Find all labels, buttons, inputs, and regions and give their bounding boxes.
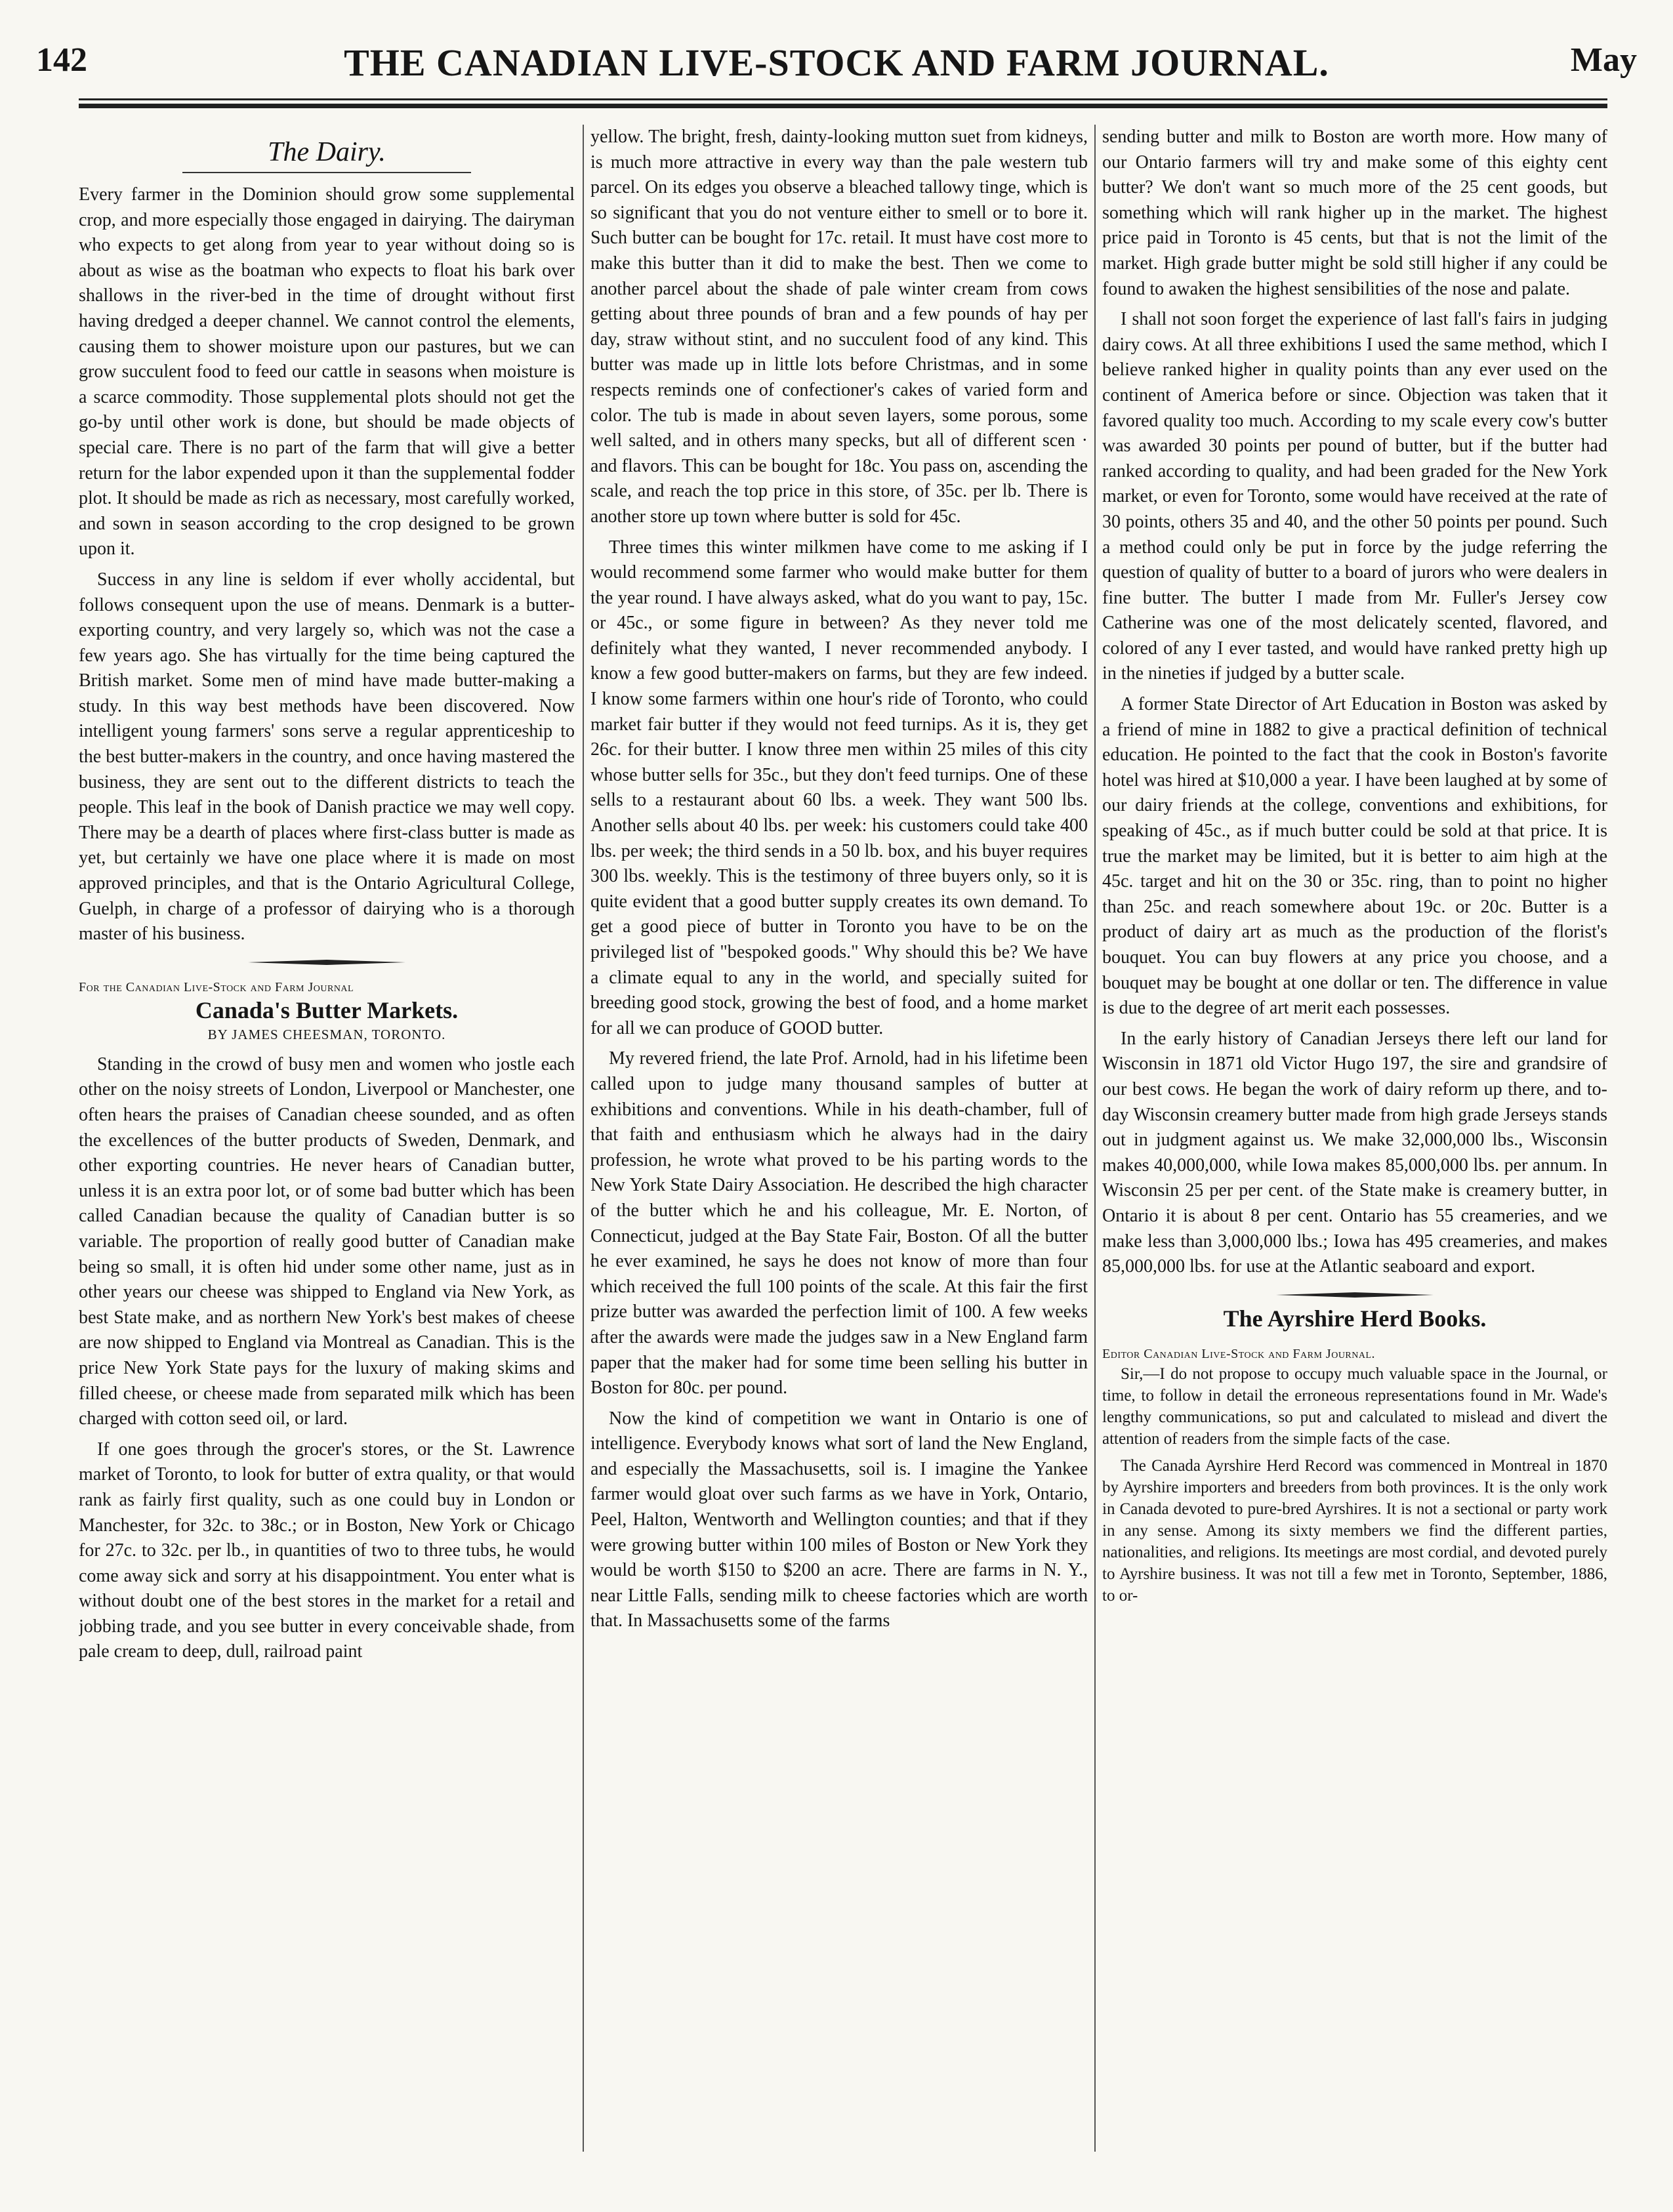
article-paragraph: The Canada Ayrshire Herd Record was commenced in Montreal in 1870 by Ayrshire importers and breeders from both provinces. It is the only work in Canada devoted to pure-bred Ayrshires. It is not a sectional or party work in any sense. Among its sixty members we find the different parties, nationalities, and religions. Its meetings are most cordial, and devoted purely to Ayrshire business. It was not till a few met in Toronto, September, 1886, to or- [1102, 1456, 1607, 1605]
article-paragraph: Now the kind of competition we want in Ontario is one of intelligence. Everybody knows what sort of land the New England, and especially the Massachusetts, soil is. I imagine the Yankee farmer would gloat over such farms as we have in York, Ontario, Peel, Halton, Wentworth and Wellington counties; and that if they were growing butter within 100 miles of Boston or New York they would be worth $150 to $200 an acre. There are farms in N. Y., near Little Falls, sending milk to cheese factories which are worth that. In Massachusetts some of the farms [590, 1408, 1088, 1631]
section-title-dairy: The Dairy. [268, 137, 386, 167]
article-paragraph: Success in any line is seldom if ever wholly accidental, but follows consequent upon the use of means. Denmark is a butter-exporting country, and very largely so, which was not the case a few years ago. She has virtually for the time being captured the British market. Some men of mind have made butter-making a study. In this way best methods have been discovered. Now intelligent young farmers' sons serve a regular apprenticeship to the best butter-makers in the country, and once having mastered the business, they are sent out to the different districts to teach the people. This leaf in the book of Danish practice we may well copy. There may be a dearth of places where first-class butter is made as yet, but certainly we have one place where it is made on most approved principles, and that is the Ontario Agricultural College, Guelph, in charge of a professor of dairying who is a thorough master of his business. [79, 569, 575, 945]
header-rule-thin [79, 98, 1607, 100]
page-header [0, 0, 1673, 115]
column-divider [1094, 125, 1096, 2152]
article-paragraph: yellow. The bright, fresh, dainty-looking mutton suet from kidneys, is much more attractive in every way than the pale western tub parcel. On its edges you observe a bleached tallowy tinge, which is so significant that you do not venture either to smell or to bore it. Such butter can be bought for 17c. retail. It must have cost more to make this butter than it did to make the best. Then we come to another parcel about the shade of pale winter cream from cows getting about three pounds of bran and a few pounds of hay per day, straw without stint, and no succulent food of any kind. This butter was made up in little lots before Christmas, and in some respects reminds one of confectioner's cakes of varied form and color. The tub is made in about seven layers, some porous, some well salted, and in others many specks, but all of different scen · and flavors. This can be bought for 18c. You pass on, ascending the scale, and reach the top price in this store, of 35c. per lb. There is another store up town where butter is sold for 45c. [590, 127, 1088, 527]
article-paragraph: I shall not soon forget the experience of last fall's fairs in judging dairy cows. At all three exhibitions I used the same method, which I believe ranked higher in quality points than any ever used on the continent of America before or since. Objection was taken that it favored quality too much. According to my scale every cow's butter was awarded 30 points per pound of butter, but if the butter had ranked according to quality, and had been graded for the New York market, or even for Toronto, some would have received at the rate of 30 points, others 35 and 40, and the other 50 points per pound. Such a method could only be put in force by the judge referring the question of quality of butter to a board of jurors who were dealers in fine butter. The butter I made from Mr. Fuller's Jersey cow Catherine was one of the most delicately scented, flavored, and colored of any I ever tasted, and would have ranked pretty high up in the nineties if judged by a butter scale. [1102, 309, 1607, 684]
ornament-divider-icon [1276, 1292, 1434, 1298]
article-paragraph: Sir,—I do not propose to occupy much valuable space in the Journal, or time, to follow in detail the erroneous representations found in Mr. Wade's lengthy communications, so put and calculated to mislead and divert the attention of readers from the simple facts of the case. [1102, 1364, 1607, 1448]
article-paragraph: My revered friend, the late Prof. Arnold, had in his lifetime been called upon to judge many thousand samples of butter at exhibitions and conventions. While in his death-chamber, full of that faith and enthusiasm which he always had in the dairy profession, he wrote what proved to be his parting words to the New York State Dairy Association. He described the high character of the butter which he and his colleague, Mr. E. Norton, of Connecticut, judged at the Bay State Fair, Boston. Of all the butter he ever examined, he says he does not know of more than four which received the full 100 points of the scale. At this fair the first prize butter was awarded the perfection limit of 100. A few weeks after the awards were made the judges saw in a New England farm paper that the maker had for some time been selling his butter in Boston for 80c. per pound. [590, 1048, 1088, 1399]
journal-title: THE CANADIAN LIVE-STOCK AND FARM JOURNAL. [344, 41, 1329, 84]
article-paragraph: A former State Director of Art Education in Boston was asked by a friend of mine in 1882 to give a practical definition of technical education. He pointed to the fact that the cook in Boston's favorite hotel was hired at $10,000 a year. I have been laughed at by some of our dairy friends at the college, conventions and exhibitions, for speaking of 45c., as if much butter could be sold at that price. It is true the market may be limited, but it is better to aim high at the 45c. target and hit on the 30 or 35c. ring, than to point no higher than 25c. and reach somewhere about 19c. or 20c. Butter is a product of dairy art as much as the production of the florist's bouquet. You can buy flowers at any price you choose, and a bouquet may be bought at one dollar or ten. The difference in value is due to the degree of art merit each possesses. [1102, 694, 1607, 1019]
column-3 [1102, 125, 1607, 2152]
column-divider [583, 125, 584, 2152]
title-rule [182, 172, 471, 173]
article-paragraph: In the early history of Canadian Jerseys there left our land for Wisconsin in 1871 old Victor Hugo 197, the sire and grandsire of our best cows. He began the work of dairy reform up there, and to-day Wisconsin creamery butter made from high grade Jerseys stands out in judgment against us. We make 32,000,000 lbs., Wisconsin makes 40,000,000, while Iowa makes 85,000,000 lbs. per annum. In Wisconsin 25 per per cent. of the State make is creamery butter, in Ontario it is about 8 per cent. Ontario has 55 creameries, and we make less than 3,000,000 lbs.; Iowa has 495 creameries, and makes 85,000,000 lbs. for use at the Atlantic seaboard and export. [1102, 1028, 1607, 1277]
header-rule-thick [79, 104, 1607, 108]
article-paragraph: Every farmer in the Dominion should grow some supplemental crop, and more especially those engaged in dairying. The dairyman who expects to get along from year to year without doing so is about as wise as the boatman who expects to float his bark over shallows in the river-bed in the time of drought without first having dredged a deeper channel. We cannot control the elements, causing them to shower moisture upon our pastures, but we can grow succulent food to feed our cattle in seasons when moisture is a scarce commodity. Those supplemental plots should not get the go-by until other work is done, but should be made objects of special care. There is no part of the farm that will give a better return for the labor expended upon it than the supplemental fodder plot. It should be made as rich as necessary, most carefully worked, and sown in season according to the crop designed to be grown upon it. [79, 184, 575, 560]
article-paragraph: If one goes through the grocer's stores, or the St. Lawrence market of Toronto, to look for butter of extra quality, or that would rank as fairly first quality, such as one could buy in London or Manchester, for 32c. to 38c.; or in Boston, New York or Chicago for 27c. to 32c. per lb., in quantities of two to three tubs, he would come away sick and sorry at his disappointment. You enter what is without doubt one of the best stores in the market for a retail and jobbing trade, and you see butter in every conceivable shade, from pale cream to deep, dull, railroad paint [79, 1439, 575, 1662]
letter-addressee: Editor Canadian Live-Stock and Farm Journal. [1102, 1346, 1376, 1361]
column-2 [590, 125, 1088, 2152]
issue-month: May [1570, 41, 1637, 79]
headline-ayrshire-herd-books: The Ayrshire Herd Books. [1223, 1305, 1487, 1332]
article-paragraph: Three times this winter milkmen have come to me asking if I would recommend some farmer who would make butter for them the year round. I have always asked, what do you want to pay, 15c. or 45c., or some figure in between? As they never told me definitely what they wanted, I never recommended anybody. I know a few good butter-makers on farms, but they are few indeed. I know some farmers within one hour's ride of Toronto, who could market fair butter if they would not feed turnips. As it is, they get 26c. for their butter. I know three men within 25 miles of this city whose butter sells for 35c., but they don't feed turnips. One of these sells to a restaurant about 60 lbs. a week. They want 500 lbs. Another sells about 40 lbs. per week: his customers could take 400 lbs. per week; the third sends in a 50 lb. box, and his buyer requires 300 lbs. weekly. This is the testimony of three buyers only, so it is quite evident that a good butter supply creates its own demand. To get a good piece of butter in Toronto you have to be on the privileged list of "bespoked goods." Why should this be? We have a climate equal to any in the world, and specially suited for breeding good stock, growing the best of food, and a home market for all we can produce of GOOD butter. [590, 537, 1088, 1038]
article-credit: For the Canadian Live-Stock and Farm Journal [79, 979, 354, 994]
page-number: 142 [36, 41, 87, 79]
column-1 [79, 125, 575, 2152]
article-paragraph: sending butter and milk to Boston are worth more. How many of our Ontario farmers will try and make some of this eighty cent butter? We don't want so much more of the 25 cent goods, but something which will rank higher up in the market. The highest price paid in Toronto is 45 cents, but that is not the limit of the market. High grade butter might be sold still higher if any could be found to awaken the highest sensibilities of the nose and palate. [1102, 127, 1607, 299]
article-paragraph: Standing in the crowd of busy men and women who jostle each other on the noisy streets of London, Liverpool or Manchester, one often hears the praises of Canadian cheese sounded, and as often the excellences of the butter products of Sweden, Denmark, and other exporting countries. He never hears of Canadian butter, unless it is an extra poor lot, or of some bad butter which has been called Canadian because the quality of Canadian butter is so variable. The proportion of really good butter of Canadian make being so small, it is often hid under some other name, just as in other years our cheese was shipped to England via New York, as best State make, and as northern New York's best makes of cheese are now shipped to England via Montreal as Canadian. This is the price New York State pays for the luxury of making skims and filled cheese, or cheese made from separated milk which has been charged with cotton seed oil, or lard. [79, 1054, 575, 1429]
headline-butter-markets: Canada's Butter Markets. [195, 996, 459, 1023]
ornament-divider-icon [248, 959, 405, 966]
article-byline: BY JAMES CHEESMAN, TORONTO. [207, 1026, 446, 1042]
